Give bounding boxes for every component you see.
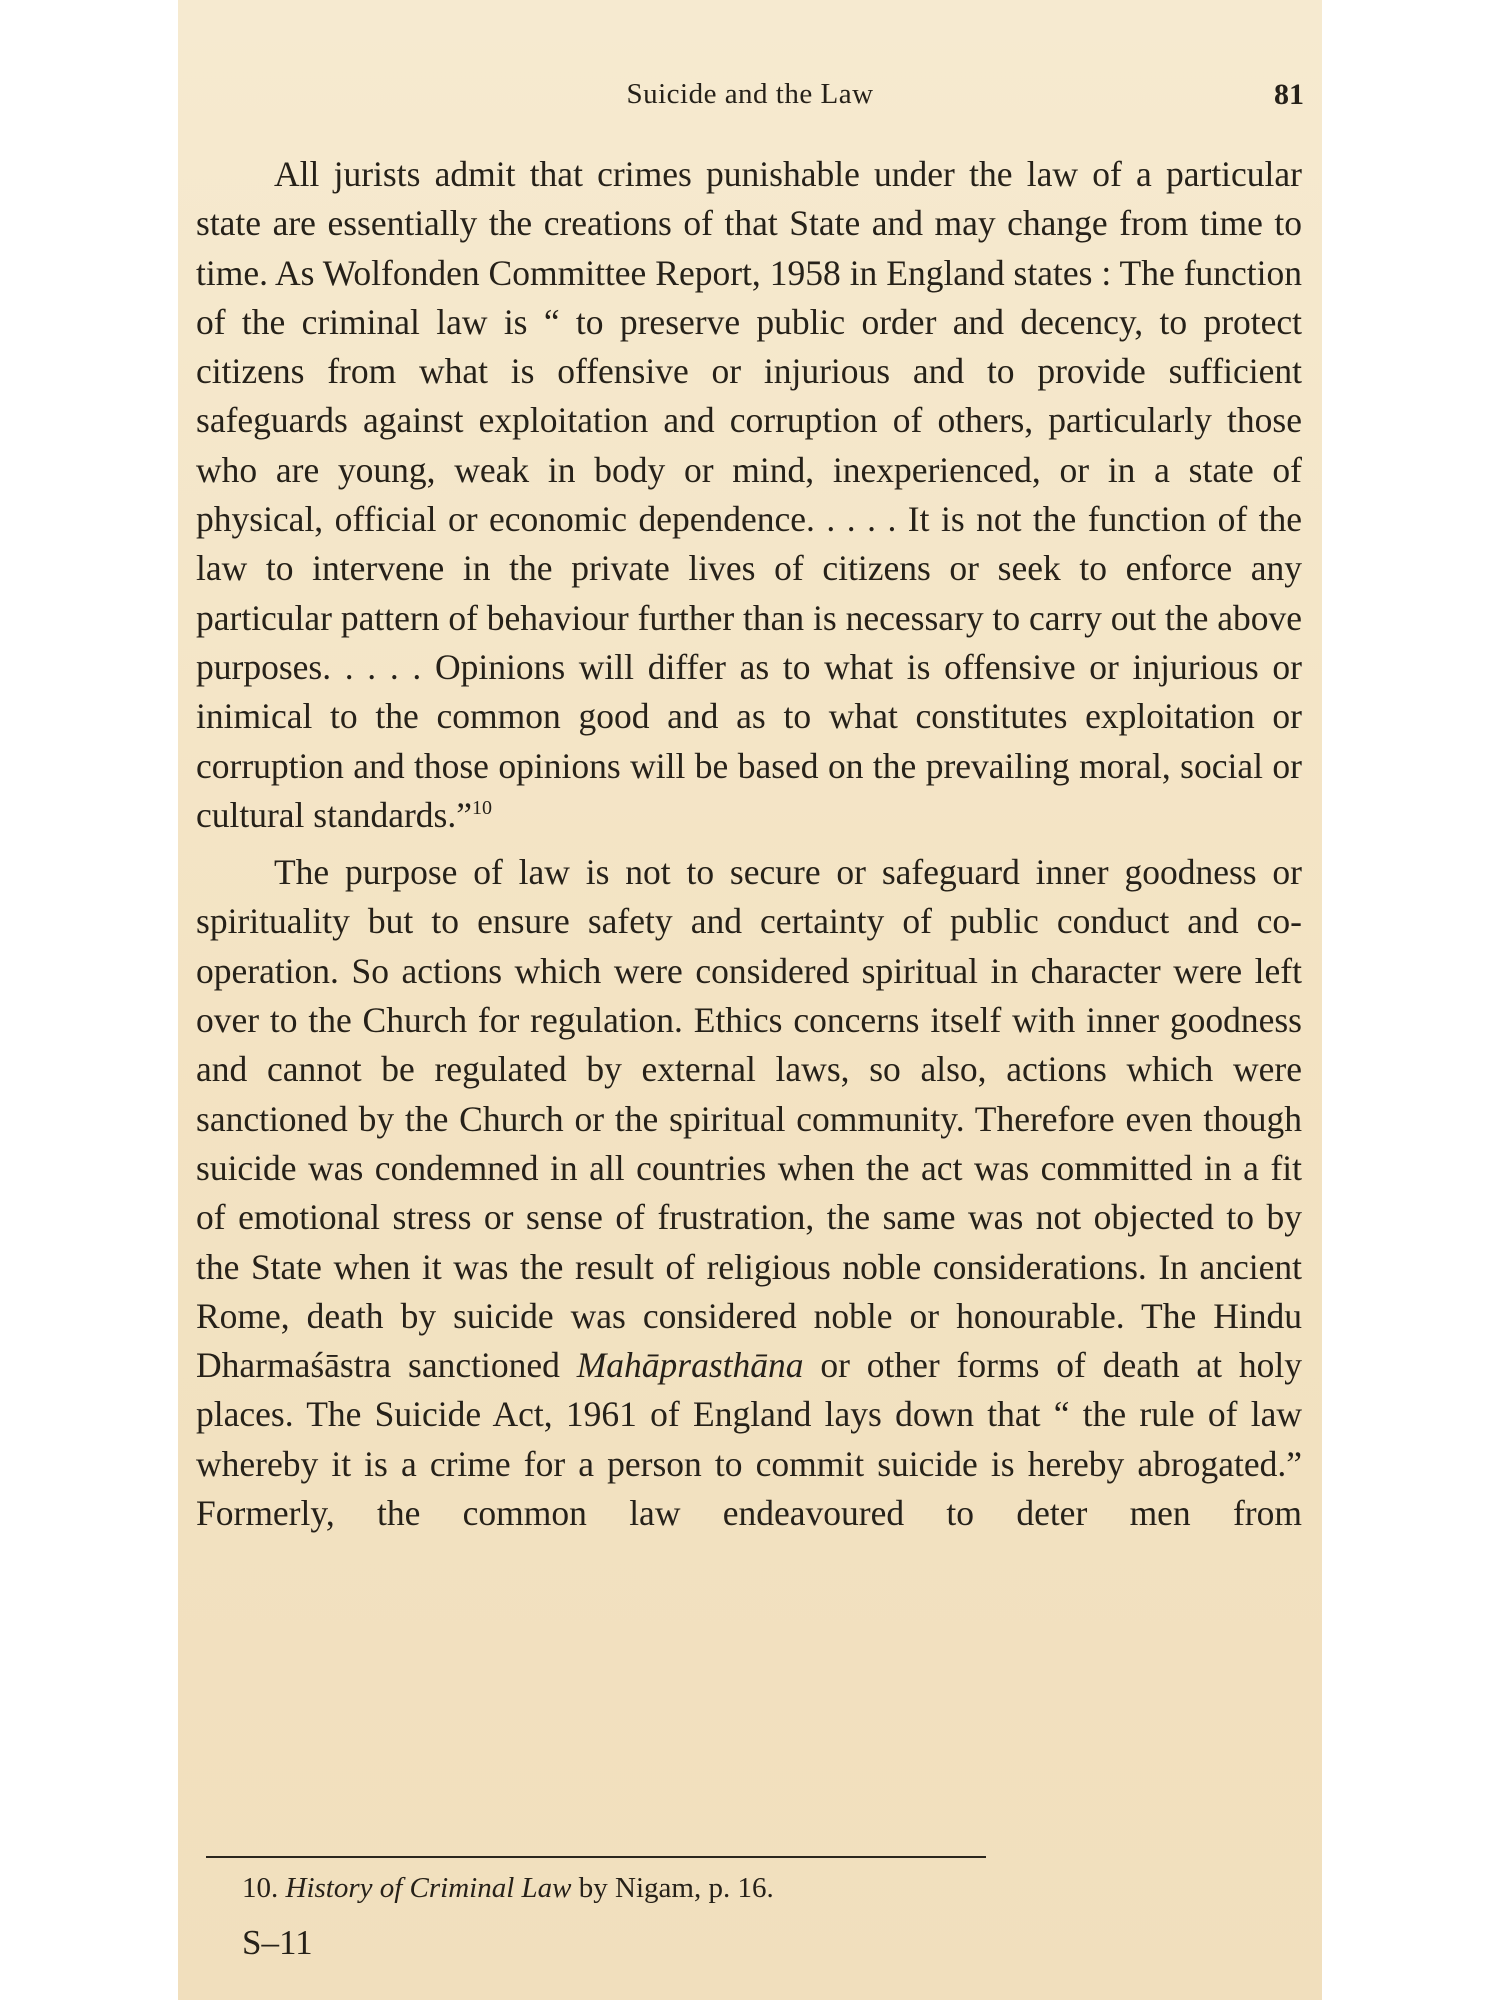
paragraph-2-italic-term: Mahāprasthāna bbox=[576, 1345, 804, 1386]
footnote-number: 10. bbox=[242, 1872, 279, 1904]
footnote-reference: 10 bbox=[472, 797, 493, 820]
footnote bbox=[242, 1872, 774, 1905]
book-page bbox=[178, 0, 1322, 2000]
footnote-divider bbox=[206, 1856, 986, 1858]
page-number: 81 bbox=[1274, 78, 1304, 111]
footnote-rest: by Nigam, p. 16. bbox=[578, 1872, 774, 1904]
paragraph-2-text-b: or other forms of death at holy places. The Suicide Act, 1961 of England lays down that “ the rule of law whereby it is a crime for a person to commit suicide is hereby abrogated.” Formerly, the common law endeavoured to deter men from bbox=[196, 1345, 1303, 1534]
page-body bbox=[196, 150, 1302, 1538]
page-header bbox=[178, 78, 1322, 118]
footnote-title: History of Criminal Law bbox=[285, 1872, 572, 1904]
paragraph-1 bbox=[196, 150, 1302, 840]
signature-mark: S–11 bbox=[242, 1923, 313, 1962]
running-head: Suicide and the Law bbox=[626, 78, 874, 110]
paragraph-1-text: All jurists admit that crimes punishable under the law of a particular state are essentially the creations of that State and may change from time to time. As Wolfonden Committee Report, 1958 in England states : The function of the criminal law is “ to preserve public order and decency, to protect citizens from what is offensive or injurious and to provide sufficient safeguards against exploitation and corruption of others, particularly those who are young, weak in body or mind, inexperienced, or in a state of physical, official or economic dependence. . . . . It is not the function of the law to intervene in the private lives of citizens or seek to enforce any particular pattern of behaviour further than is necessary to carry out the above purposes. . . . . Opinions will differ as to what is offensive or injurious or inimical to the common good and as to what constitutes exploitation or corruption and those opinions will be based on the prevailing moral, social or cultural standards.” bbox=[196, 154, 1302, 835]
paragraph-2 bbox=[196, 848, 1302, 1538]
paragraph-2-text-a: The purpose of law is not to secure or safeguard inner goodness or spirituality but to ensure safety and certainty of public conduct and co-operation. So actions which were considered spiritual in character were left over to the Church for regulation. Ethics concerns itself with inner goodness and cannot be regulated by external laws, so also, actions which were sanctioned by the Church or the spiritual community. Therefore even though suicide was condemned in all countries when the act was committed in a fit of emotional stress or sense of frustration, the same was not objected to by the State when it was the result of religious noble considerations. In ancient Rome, death by suicide was considered noble or honourable. The Hindu Dharmaśāstra sanctioned bbox=[196, 852, 1302, 1386]
